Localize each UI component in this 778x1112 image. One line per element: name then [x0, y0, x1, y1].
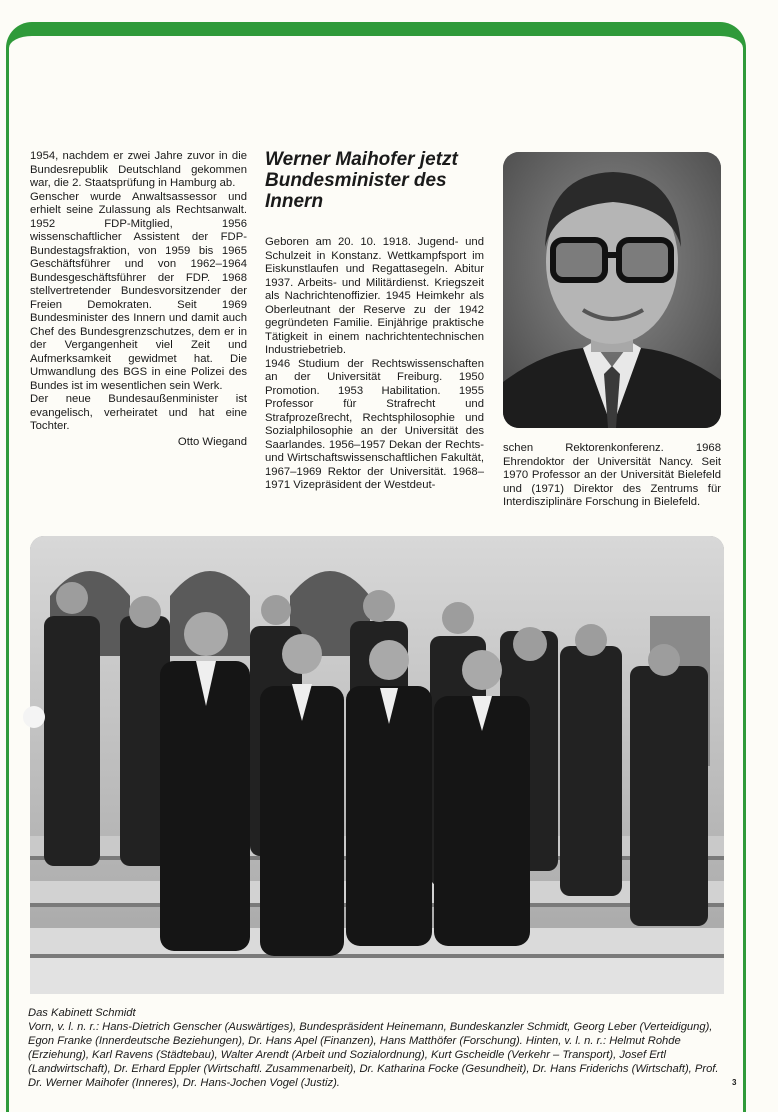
paragraph: Genscher wurde Anwaltsassessor und erhielt seine Zulassung als Rechtsanwalt. 1952 FDP-Mitglied, 1956 wissenschaftlicher Assistent der FDP-Bundestagsfraktion, von 1959 bis 1965 Geschäftsführer und von 1962–1964 Bundesgeschäftsführer der FDP. 1968 stellvertretender Bundesvorsitzender der Freien Demokraten. Seit 1969 Bundesminister des Innern und damit auch Chef des Bundesgrenzschutzes, dem er in der Vergangenheit viel Zeit und Aufmerksamkeit gewidmet hat. Die Umwandlung des BGS in eine Polizei des Bundes ist im wesentlichen sein Werk. [30, 190, 247, 392]
headline: Werner Maihofer jetzt Bundesminister des Innern [265, 149, 458, 212]
punch-hole [23, 706, 45, 728]
paragraph: 1954, nachdem er zwei Jahre zuvor in die Bundesrepublik Deutschland gekommen war, die 2. Staatsprüfung in Hamburg ab. [30, 150, 247, 189]
portrait-illustration [503, 152, 721, 428]
page-number: 3 [732, 1078, 737, 1087]
cabinet-group-photo [30, 536, 724, 994]
article-column-genscher [30, 150, 247, 449]
caption-title: Das Kabinett Schmidt [28, 1007, 136, 1019]
article-column-maihofer [265, 236, 484, 493]
group-photo-illustration [30, 536, 724, 994]
paragraph: 1946 Studium der Rechtswissenschaften an der Universität Freiburg. 1950 Promotion. 1953 Habilitation. 1955 Professor für Strafrecht und Strafprozeßrecht, Rechtsphilosophie und Sozialphilosophie an der Universität des Saarlandes. 1956–1957 Dekan der Rechts- und Wirtschaftswissenschaftlichen Fakultät, 1967–1969 Rektor der Universität. 1968–1971 Vizepräsident der Westdeut- [265, 357, 484, 491]
caption-body: Vorn, v. l. n. r.: Hans-Dietrich Genscher (Auswärtiges), Bundespräsident Heinemann, Bundeskanzler Schmidt, Georg Leber (Verteidigung), Egon Franke (Innerdeutsche Beziehungen), Dr. Hans Apel (Finanzen), Hans Matthöfer (Forschung). Hinten, v. l. n. r.: Helmut Rohde (Erziehung), Karl Ravens (Städtebau), Walter Arendt (Arbeit und Sozialordnung), Kurt Gscheidle (Verkehr – Transport), Josef Ertl (Landwirtschaft), Dr. Erhard Eppler (Wirtschaftl. Zusammenarbeit), Dr. Katharina Focke (Gesundheit), Dr. Hans Friderichs (Wirtschaft), Prof. Dr. Werner Maihofer (Inneres), Dr. Hans-Jochen Vogel (Justiz). [28, 1021, 719, 1089]
photo-caption [28, 1006, 728, 1090]
article-column-continued [503, 442, 721, 510]
paragraph: Der neue Bundesaußenminister ist evangelisch, verheiratet und hat eine Tochter. [30, 393, 247, 432]
portrait-photo [503, 152, 721, 428]
paragraph: schen Rektorenkonferenz. 1968 Ehrendoktor der Universität Nancy. Seit 1970 Professor an der Universität Bielefeld und (1971) Direktor des Zentrums für Interdisziplinäre Forschung in Bielefeld. [503, 442, 721, 508]
author-signature: Otto Wiegand [177, 435, 247, 448]
paragraph: Geboren am 20. 10. 1918. Jugend- und Schulzeit in Konstanz. Wettkampfsport im Eiskunstlaufen und Regattasegeln. Abitur 1937. Arbeits- und Militärdienst. Kriegszeit als Nachrichtenoffizier. 1945 Heimkehr als Oberleutnant der Reserve zu der 1942 gegründeten Familie. Einjährige praktische Tätigkeit in einem nachrichtentechnischen Industriebetrieb. [265, 236, 484, 356]
